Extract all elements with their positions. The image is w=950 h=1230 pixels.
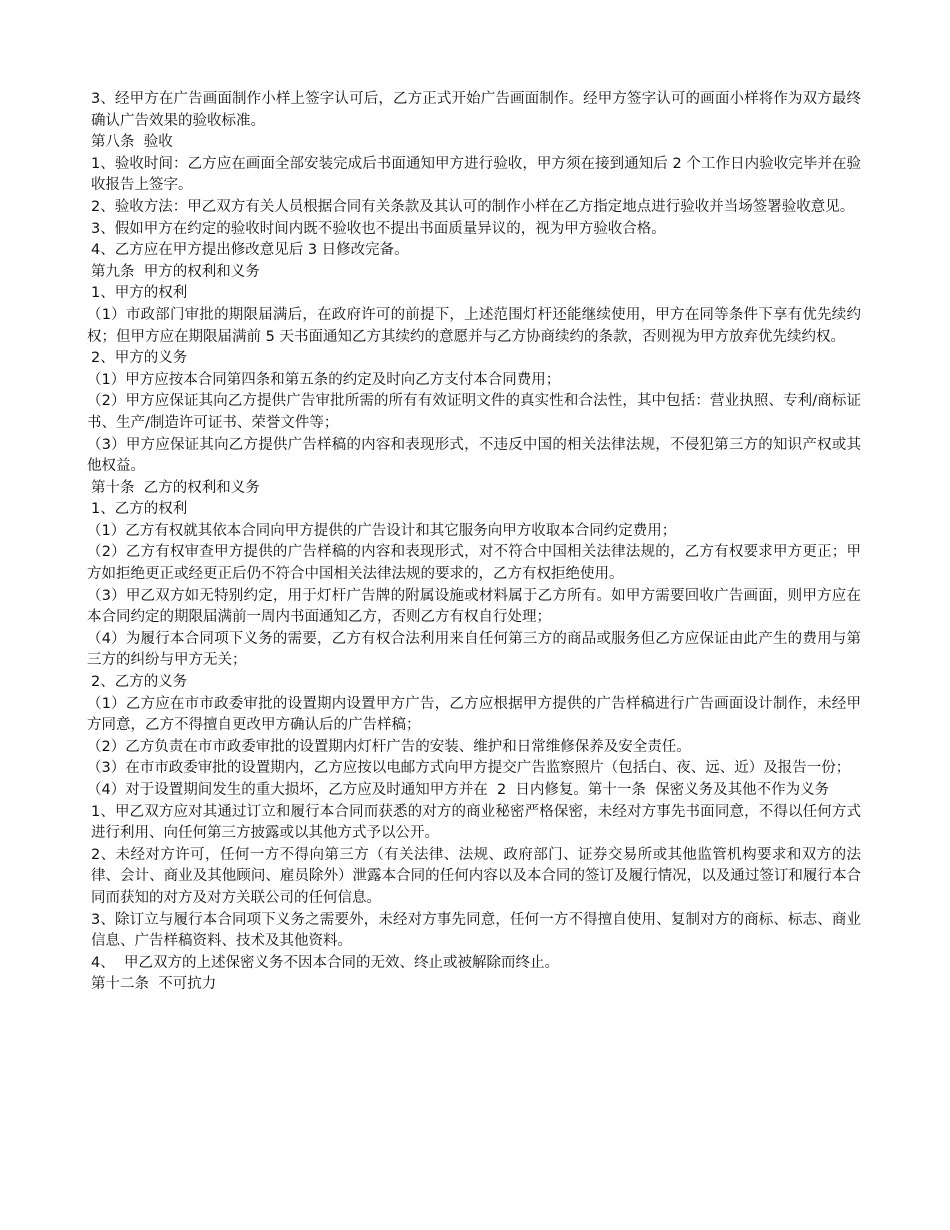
article-10-section-2-title: 2、乙方的义务 — [91, 674, 188, 691]
article-9-section-1-title: 1、甲方的权利 — [91, 285, 188, 302]
article-10-section-1-item-1: （1）乙方有权就其依本合同向甲方提供的广告设计和其它服务向甲方收取本合同约定费用； — [87, 522, 677, 539]
article-8-item-2: 2、验收方法：甲乙双方有关人员根据合同有关条款及其认可的制作小样在乙方指定地点进行验收并当场签署验收意见。 — [91, 198, 855, 215]
article-8-item-3: 3、假如甲方在约定的验收时间内既不验收也不提出书面质量异议的，视为甲方验收合格。 — [91, 220, 666, 237]
article-10-section-2-item-2: （2）乙方负责在市市政委审批的设置期内灯杆广告的安装、维护和日常维修保养及安全责任。 — [87, 738, 691, 755]
article-9-section-2-title: 2、甲方的义务 — [91, 350, 188, 367]
article-9-section-2-item-3: （3）甲方应保证其向乙方提供广告样稿的内容和表现形式，不违反中国的相关法律法规，不侵犯第三方的知识产权或其他权益。 — [87, 436, 861, 475]
article-10-section-1-title: 1、乙方的权利 — [91, 501, 188, 518]
article-9-section-2-item-2: （2）甲方应保证其向乙方提供广告审批所需的所有有效证明文件的真实性和合法性，其中包括：营业执照、专利/商标证书、生产/制造许可证书、荣誉文件等； — [87, 393, 861, 431]
contract-document — [87, 89, 861, 996]
article-10-section-1-item-3: （3）甲乙双方如无特别约定，用于灯杆广告牌的附属设施或材料属于乙方所有。如甲方需要回收广告画面，则甲方应在本合同约定的期限届满前一周内书面通知乙方，否则乙方有权自行处理； — [87, 587, 861, 626]
article-11-item-2: 2、未经对方许可，任何一方不得向第三方（有关法律、法规、政府部门、证券交易所或其他监管机构要求和双方的法律、会计、商业及其他顾问、雇员除外）泄露本合同的任何内容以及本合同的签订及履行情况，以及通过签订和履行本合同而获知的对方及对方关联公司的任何信息。 — [91, 846, 861, 906]
article-11-item-1: 1、甲乙双方应对其通过订立和履行本合同而获悉的对方的商业秘密严格保密，未经对方事先书面同意，不得以任何方式进行利用、向任何第三方披露或以其他方式予以公开。 — [91, 803, 861, 842]
article-10-section-2-item-1: （1）乙方应在市市政委审批的设置期内设置甲方广告，乙方应根据甲方提供的广告样稿进行广告画面设计制作，未经甲方同意，乙方不得擅自更改甲方确认后的广告样稿； — [87, 695, 861, 734]
article-12-heading: 第十二条 不可抗力 — [91, 976, 217, 993]
article-8-item-1: 1、验收时间：乙方应在画面全部安装完成后书面通知甲方进行验收，甲方须在接到通知后 2 个工作日内验收完毕并在验收报告上签字。 — [91, 155, 861, 194]
article-8-heading: 第八条 验收 — [91, 134, 173, 151]
article-11-item-3: 3、除订立与履行本合同项下义务之需要外，未经对方事先同意，任何一方不得擅自使用、复制对方的商标、标志、商业信息、广告样稿资料、技术及其他资料。 — [91, 911, 861, 950]
article-10-heading: 第十条 乙方的权利和义务 — [91, 479, 260, 496]
article-11-item-4: 4、 甲乙双方的上述保密义务不因本合同的无效、终止或被解除而终止。 — [91, 954, 559, 971]
article-10-section-2-item-3: （3）在市市政委审批的设置期内，乙方应按以电邮方式向甲方提交广告监察照片（包括白、夜、远、近）及报告一份； — [87, 760, 851, 777]
article-9-section-2-item-1: （1）甲方应按本合同第四条和第五条的约定及时向乙方支付本合同费用； — [87, 371, 561, 388]
article-8-item-4: 4、乙方应在甲方提出修改意见后 3 日修改完备。 — [91, 242, 409, 259]
clause-7-item-3: 3、经甲方在广告画面制作小样上签字认可后，乙方正式开始广告画面制作。经甲方签字认可的画面小样将作为双方最终确认广告效果的验收标准。 — [91, 91, 861, 129]
article-9-section-1-item-1: （1）市政部门审批的期限届满后，在政府许可的前提下，上述范围灯杆还能继续使用，甲方在同等条件下享有优先续约权；但甲方应在期限届满前 5 天书面通知乙方其续约的意愿并与乙方协商续约的条款，否则视为甲方放弃优先续约权。 — [87, 306, 861, 345]
article-10-section-1-item-2: （2）乙方有权审查甲方提供的广告样稿的内容和表现形式，对不符合中国相关法律法规的，乙方有权要求甲方更正；甲方如拒绝更正或经更正后仍不符合中国相关法律法规的要求的，乙方有权拒绝使用。 — [87, 544, 861, 583]
article-9-heading: 第九条 甲方的权利和义务 — [91, 263, 260, 280]
article-10-section-2-item-4: （4）对于设置期间发生的重大损坏，乙方应及时通知甲方并在 2 日内修复。第十一条 保密义务及其他不作为义务 — [87, 782, 830, 798]
article-10-section-1-item-4: （4）为履行本合同项下义务的需要，乙方有权合法利用来自任何第三方的商品或服务但乙方应保证由此产生的费用与第三方的纠纷与甲方无关； — [87, 630, 861, 669]
